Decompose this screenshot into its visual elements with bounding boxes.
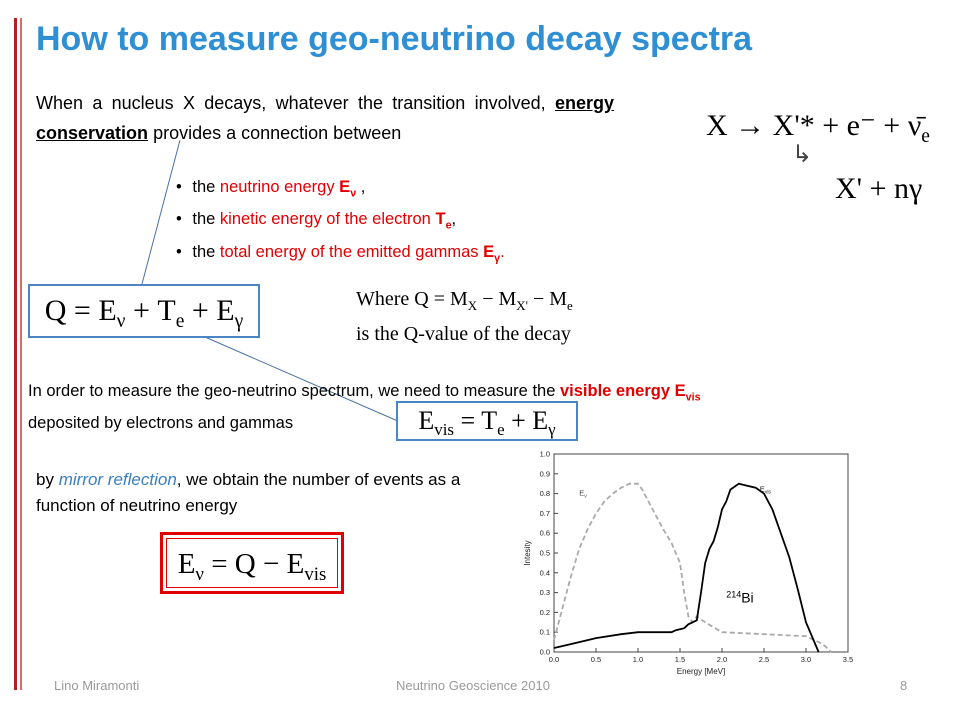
gamma-emission-equation: X' + nγ (835, 172, 923, 205)
footer-conference: Neutrino Geoscience 2010 (396, 678, 550, 693)
eq-sub: vis (304, 563, 327, 585)
sym-letter: T (435, 210, 446, 229)
y-tick-label: 0.0 (539, 647, 550, 657)
mirror-reflection-term: mirror reflection (58, 470, 177, 489)
reaction-line-1: X → X'* + e⁻ + ν̄ (706, 109, 922, 142)
visible-energy-symbol (674, 382, 701, 404)
eq-sub: vis (434, 420, 454, 440)
series-label-neutrino: $E_\nu$ (579, 488, 587, 500)
q-def-line-1 (356, 285, 573, 320)
plot-area (554, 454, 848, 652)
x-tick-label: 3.5 (842, 655, 854, 664)
mirror-text: by (36, 470, 54, 489)
y-tick-label: 0.2 (539, 607, 550, 617)
x-tick-label: 2.0 (716, 655, 728, 664)
eq-part: E (177, 548, 196, 580)
sym-letter: E (483, 242, 495, 261)
bullet-term: total energy of the emitted gammas (219, 242, 479, 261)
x-tick-label: 0.0 (548, 655, 560, 664)
visible-energy-equation-box (396, 401, 578, 441)
energy-spectrum-chart (516, 444, 862, 682)
eq-sub: e (175, 311, 185, 332)
intro-text-end: provides a connection between (153, 123, 402, 143)
bullet-term: kinetic energy of the electron (219, 210, 431, 229)
visible-energy-term: visible energy (559, 382, 671, 400)
mirror-reflection-paragraph (36, 467, 476, 519)
series-label-neutrino-sub: ν (584, 493, 587, 500)
eq-part: + E (184, 294, 235, 327)
q-def-part: Where Q = M (356, 288, 468, 310)
bi214-mass-number: 214 (726, 589, 742, 600)
mirror-text: , we obtain the number of events as a function of neutrino energy (36, 470, 461, 515)
bullet-tail: . (500, 242, 505, 261)
x-tick-label: 1.0 (632, 655, 644, 664)
q-def-sub: e (567, 298, 573, 313)
bullet-tail: , (451, 210, 457, 229)
slide-title: How to measure geo-neutrino decay spectra (36, 20, 753, 58)
y-tick-label: 1.0 (539, 449, 550, 459)
eq-sub: ν (116, 311, 126, 332)
x-tick-label: 3.0 (800, 655, 812, 664)
eq-sub: e (497, 420, 505, 440)
footer-page-number: 8 (900, 678, 908, 693)
sym-sub: vis (685, 391, 701, 404)
energy-conservation-link: energy conservation (36, 93, 614, 143)
x-tick-label: 2.5 (758, 655, 770, 664)
y-tick-label: 0.1 (539, 627, 550, 637)
down-right-arrow-icon: ↳ (792, 141, 813, 168)
y-tick-label: 0.6 (539, 528, 550, 538)
series-label-visible: $E_{vis}$ (759, 484, 771, 496)
neutrino-energy-equation-box (160, 532, 344, 594)
eq-sub: γ (234, 311, 244, 332)
measure-text: In order to measure the geo-neutrino spectrum, we need to measure the (28, 382, 556, 400)
connector-line (142, 140, 180, 284)
y-tick-label: 0.8 (539, 489, 550, 499)
sym-sub: ν (350, 187, 357, 200)
eq-part: + T (125, 294, 176, 327)
neutrino-energy-equation (166, 538, 338, 588)
bullet-prefix: the (192, 242, 216, 261)
eq-part: Q = E (44, 294, 117, 327)
eq-part: = T (454, 406, 498, 435)
bullet-term: neutrino energy (219, 178, 335, 196)
q-value-equation-box (28, 284, 260, 338)
eq-part: + E (504, 406, 549, 435)
q-def-line-2: is the Q-value of the decay (356, 323, 571, 345)
eq-sub: ν (195, 563, 204, 585)
q-def-part: − M (477, 288, 517, 310)
sym-sub: γ (494, 251, 501, 264)
y-tick-label: 0.4 (539, 568, 550, 578)
bi214-element: Bi (741, 589, 754, 606)
sym-letter: E (339, 178, 351, 196)
bullet-prefix: the (192, 178, 216, 196)
q-value-definition (356, 285, 573, 349)
q-def-part: − M (527, 288, 568, 310)
eq-part: E (418, 406, 435, 435)
intro-text-start: When a nucleus X decays, whatever the transition involved, (36, 93, 546, 113)
bullet-prefix: the (192, 210, 216, 229)
eq-part: = Q − E (203, 548, 305, 580)
y-tick-label: 0.5 (539, 548, 550, 558)
measure-line-2: deposited by electrons and gammas (28, 414, 294, 433)
footer-author: Lino Miramonti (54, 678, 140, 693)
q-def-sub: X (467, 298, 478, 313)
q-def-sub: X' (516, 298, 528, 313)
sym-sub: e (445, 219, 452, 232)
x-axis-label: Energy [MeV] (676, 667, 726, 676)
series-label-visible-sub: vis (764, 489, 771, 496)
bullet-tail: , (356, 178, 366, 196)
y-axis-label: Intesity (523, 540, 532, 566)
x-tick-label: 1.5 (674, 655, 686, 664)
eq-sub: γ (548, 420, 556, 440)
y-tick-label: 0.9 (539, 469, 550, 479)
reaction-line-1-sub: e (921, 126, 930, 147)
x-tick-label: 0.5 (590, 655, 602, 664)
y-tick-label: 0.3 (539, 588, 550, 598)
y-tick-label: 0.7 (539, 508, 550, 518)
sym-letter: E (674, 382, 686, 400)
